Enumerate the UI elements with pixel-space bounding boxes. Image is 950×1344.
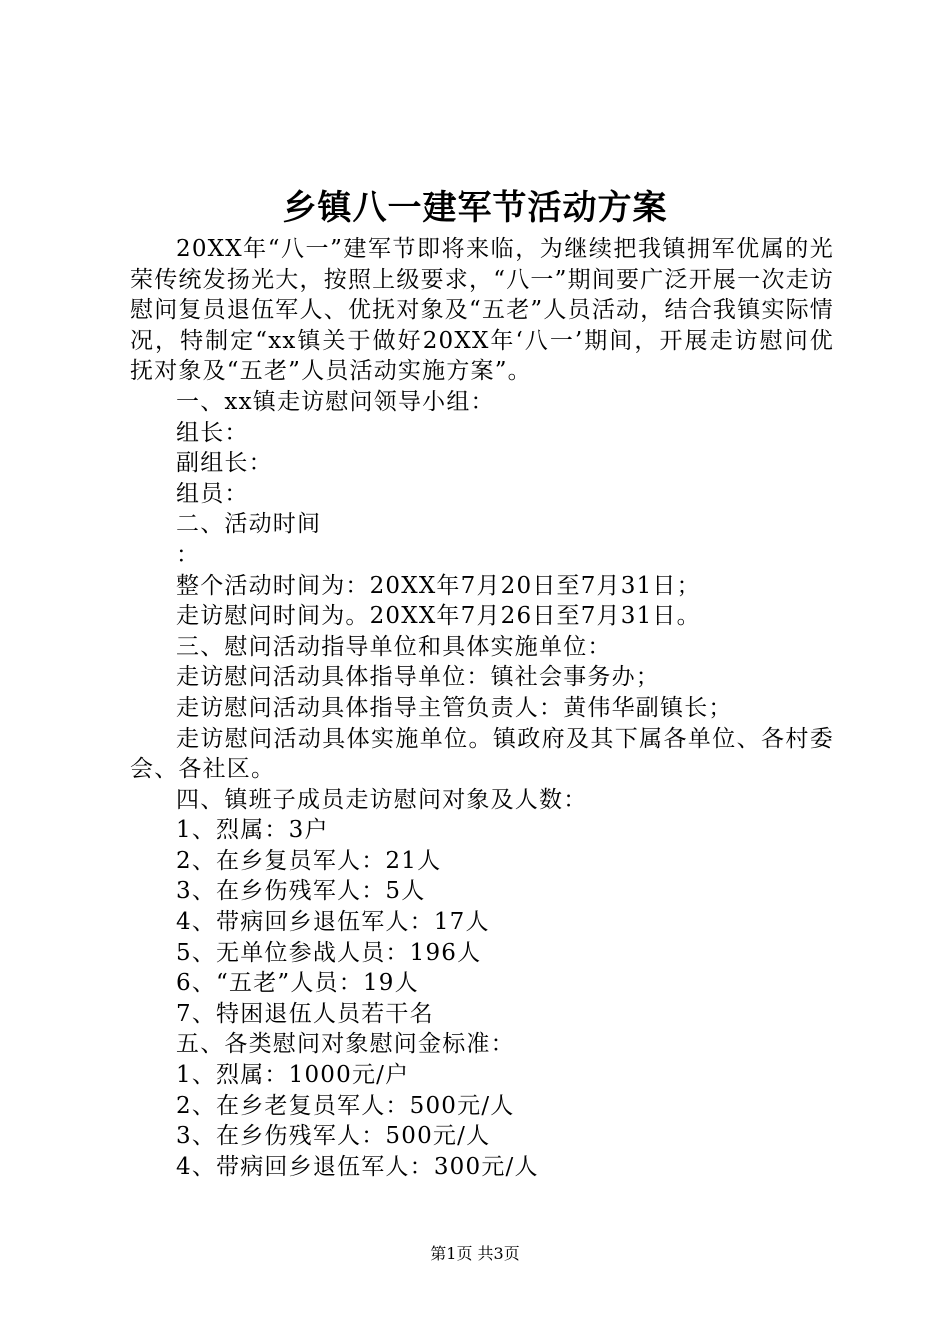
visit-time-line: 走访慰问时间为。20XX年7月26日至7月31日。: [176, 603, 701, 630]
list-item: 1、烈属：1000元/户: [176, 1062, 410, 1089]
list-item: 2、在乡老复员军人：500元/人: [176, 1092, 515, 1119]
section-heading-leadership-group: 一、xx镇走访慰问领导小组：: [176, 388, 495, 415]
list-item: 1、烈属：3户: [176, 817, 329, 844]
deputy-leader-line: 副组长：: [176, 450, 273, 477]
section-heading-activity-time: 二、活动时间: [176, 511, 322, 538]
list-item: 3、在乡伤残军人：5人: [176, 878, 426, 905]
section-heading-visit-targets: 四、镇班子成员走访慰问对象及人数：: [176, 786, 588, 813]
list-item: 6、“五老”人员：19人: [176, 970, 419, 997]
list-item: 3、在乡伤残军人：500元/人: [176, 1123, 491, 1150]
intro-paragraph: 20XX年“八一”建军节即将来临，为继续把我镇拥军优属的光荣传统发扬光大，按照上级要求，“八一”期间要广泛开展一次走访慰问复员退伍军人、优抚对象及“五老”人员活动，结合我镇实际情况，特制定“xx镇关于做好20XX年‘八一’期间，开展走访慰问优抚对象及“五老”人员活动实施方案”。: [130, 236, 834, 385]
members-line: 组员：: [176, 480, 249, 507]
page-footer: 第1页 共3页: [430, 1244, 520, 1263]
list-item: 7、特困退伍人员若干名: [176, 1000, 434, 1027]
document-title: 乡镇八一建军节活动方案: [282, 188, 668, 228]
guidance-unit-line: 走访慰问活动具体指导单位：镇社会事务办；: [176, 664, 660, 691]
colon-line: ：: [176, 541, 201, 568]
leader-line: 组长：: [176, 419, 249, 446]
list-item: 2、在乡复员军人：21人: [176, 847, 442, 874]
section-heading-units: 三、慰问活动指导单位和具体实施单位：: [176, 633, 612, 660]
implementing-units-paragraph: 走访慰问活动具体实施单位。镇政府及其下属各单位、各村委会、各社区。: [130, 725, 834, 783]
section-heading-funding-standards: 五、各类慰问对象慰问金标准：: [176, 1031, 515, 1058]
list-item: 5、无单位参战人员：196人: [176, 939, 482, 966]
list-item: 4、带病回乡退伍军人：17人: [176, 909, 490, 936]
list-item: 4、带病回乡退伍军人：300元/人: [176, 1153, 539, 1180]
document-body: [130, 234, 834, 1182]
overall-time-line: 整个活动时间为：20XX年7月20日至7月31日；: [176, 572, 701, 599]
responsible-person-line: 走访慰问活动具体指导主管负责人：黄伟华副镇长；: [176, 694, 733, 721]
